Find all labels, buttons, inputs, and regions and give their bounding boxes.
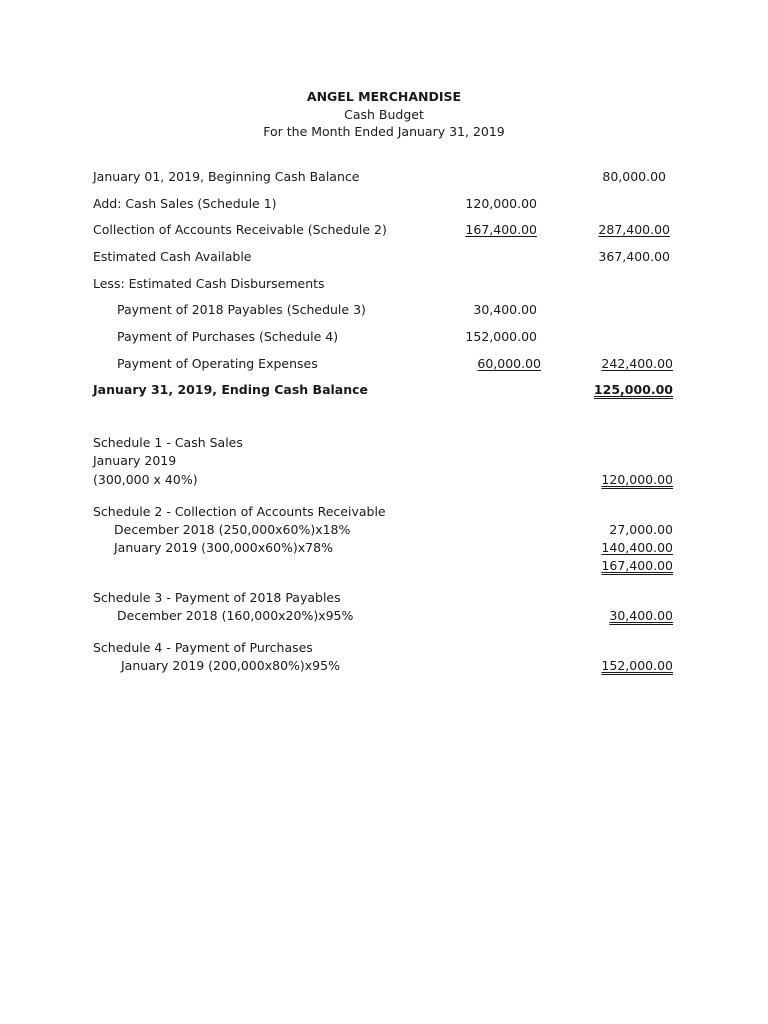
row-total: 242,400.00 (601, 356, 673, 371)
budget-row-cash-sales (0, 195, 768, 213)
schedule-2-total (0, 557, 768, 575)
schedule-item-label: December 2018 (160,000x20%)x95% (117, 608, 354, 623)
schedule-1-computation (0, 471, 768, 489)
schedule-4-title (0, 639, 768, 657)
schedule-total: 120,000.00 (601, 472, 673, 487)
schedule-title: Schedule 4 - Payment of Purchases (93, 640, 313, 655)
schedule-4-item (0, 657, 768, 675)
row-label: Payment of 2018 Payables (Schedule 3) (117, 302, 366, 317)
row-label: Add: Cash Sales (Schedule 1) (93, 196, 277, 211)
schedule-item-value: 30,400.00 (609, 608, 673, 623)
budget-row-ending-balance (0, 381, 768, 399)
row-label: Estimated Cash Available (93, 249, 252, 264)
schedule-title: Schedule 3 - Payment of 2018 Payables (93, 590, 341, 605)
row-total: 80,000.00 (602, 169, 666, 184)
row-label: Less: Estimated Cash Disbursements (93, 276, 325, 291)
report-header (0, 88, 768, 141)
schedule-item-value: 27,000.00 (609, 522, 673, 537)
schedule-item-label: January 2019 (200,000x80%)x95% (121, 658, 340, 673)
row-amount: 167,400.00 (465, 222, 537, 237)
budget-row-collection-ar (0, 221, 768, 239)
report-title: Cash Budget (344, 106, 424, 122)
report-period: For the Month Ended January 31, 2019 (263, 124, 505, 139)
company-name: ANGEL MERCHANDISE (306, 89, 462, 104)
schedule-1-title (0, 434, 768, 452)
schedule-2-item (0, 539, 768, 557)
row-amount: 152,000.00 (465, 329, 537, 344)
row-label: Payment of Operating Expenses (117, 356, 318, 371)
budget-row-operating-expenses (0, 355, 768, 373)
schedule-item-value: 140,400.00 (601, 540, 673, 555)
budget-row-payables (0, 301, 768, 319)
row-amount: 30,400.00 (473, 302, 537, 317)
schedule-1-period (0, 452, 768, 470)
schedule-line: (300,000 x 40%) (93, 472, 198, 487)
budget-row-cash-available (0, 248, 768, 266)
schedule-2-title (0, 503, 768, 521)
row-label: January 31, 2019, Ending Cash Balance (93, 382, 369, 397)
row-total: 287,400.00 (598, 222, 670, 237)
row-total: 367,400.00 (598, 249, 670, 264)
row-label: Collection of Accounts Receivable (Schedule 2) (93, 222, 387, 237)
row-label: January 01, 2019, Beginning Cash Balance (93, 169, 360, 184)
schedule-2-item (0, 521, 768, 539)
schedule-3-title (0, 589, 768, 607)
schedule-title: Schedule 1 - Cash Sales (93, 435, 243, 450)
budget-row-purchases (0, 328, 768, 346)
schedule-item-label: December 2018 (250,000x60%)x18% (114, 522, 351, 537)
budget-row-disbursements-heading (0, 275, 768, 293)
budget-row-beginning-balance (0, 168, 768, 186)
schedule-3-item (0, 607, 768, 625)
row-amount: 60,000.00 (477, 356, 541, 371)
schedule-title: Schedule 2 - Collection of Accounts Receivable (93, 504, 386, 519)
schedule-item-value: 152,000.00 (601, 658, 673, 673)
schedule-total: 167,400.00 (601, 558, 673, 573)
row-amount: 120,000.00 (465, 196, 537, 211)
schedule-line: January 2019 (93, 453, 177, 468)
row-total: 125,000.00 (593, 382, 673, 397)
row-label: Payment of Purchases (Schedule 4) (117, 329, 339, 344)
schedule-item-label: January 2019 (300,000x60%)x78% (114, 540, 333, 555)
